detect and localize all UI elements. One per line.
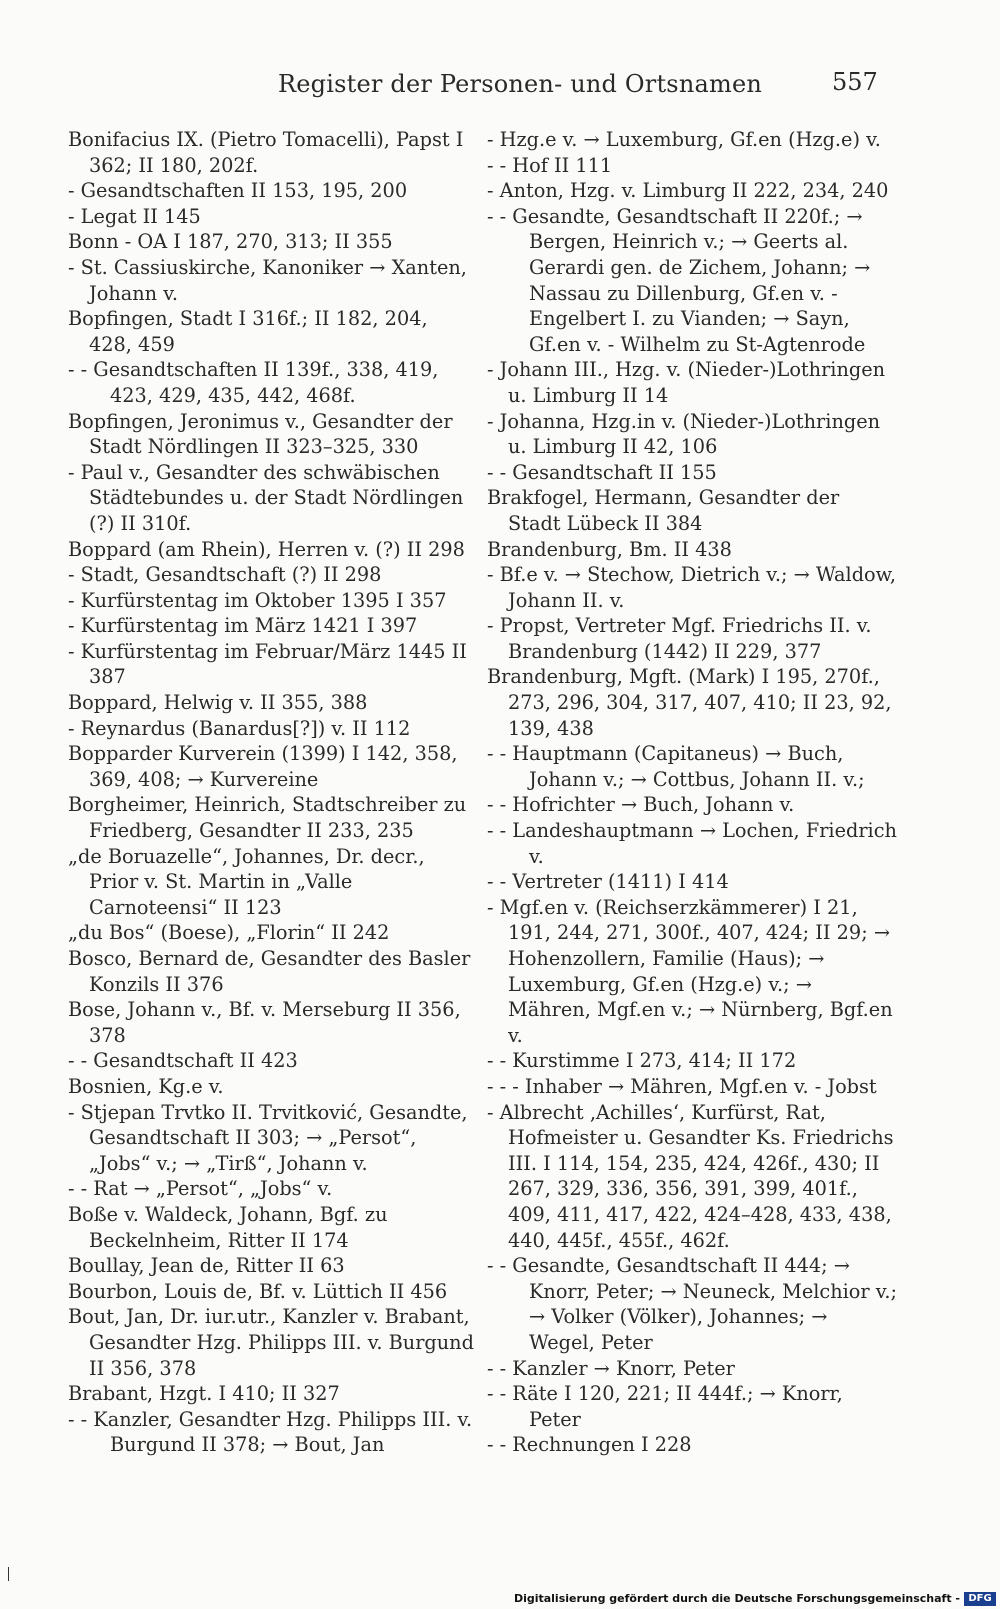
index-entry: Borgheimer, Heinrich, Stadtschreiber zu Friedberg, Gesandter II 233, 235: [68, 793, 473, 843]
index-entry: Bopfingen, Jeronimus v., Gesandter der Stadt Nördlingen II 323–325, 330: [68, 409, 459, 459]
index-subentry: - - Hof II 111: [487, 153, 613, 177]
index-subentry: - - Hauptmann (Capitaneus) → Buch, Johann v.; → Cottbus, Johann II. v.;: [487, 742, 865, 791]
index-column-left: [68, 127, 481, 1458]
index-entry: „du Bos“ (Boese), „Florin“ II 242: [68, 921, 390, 945]
dfg-logo: DFG: [964, 1592, 996, 1606]
index-entry: Bonifacius IX. (Pietro Tomacelli), Papst I 362; II 180, 202f.: [68, 128, 470, 177]
index-entry: Bopfingen, Stadt I 316f.; II 182, 204, 428, 459: [68, 307, 434, 356]
index-entry: Bout, Jan, Dr. iur.utr., Kanzler v. Brabant, Gesandter Hzg. Philipps III. v. Burgund II 356, 378: [68, 1305, 481, 1380]
index-subentry: - - Gesandtschaft II 423: [68, 1049, 298, 1073]
running-title: Register der Personen- und Ortsnamen: [278, 70, 763, 98]
funding-note: Digitalisierung gefördert durch die Deutsche Forschungsgemeinschaft -: [513, 1592, 960, 1605]
index-subentry: - - Gesandte, Gesandtschaft II 444; → Knorr, Peter; → Neuneck, Melchior v.; → Volker (Völker), Johannes; → Wegel, Peter: [487, 1254, 904, 1354]
index-entry: Brakfogel, Hermann, Gesandter der Stadt Lübeck II 384: [487, 486, 846, 535]
index-subentry: - Kurfürstentag im Februar/März 1445 II 387: [68, 639, 474, 689]
index-entry: Boullay, Jean de, Ritter II 63: [68, 1254, 345, 1278]
index-subentry: - Bf.e v. → Stechow, Dietrich v.; → Waldow, Johann II. v.: [487, 563, 903, 612]
index-subentry: - - Hofrichter → Buch, Johann v.: [487, 793, 795, 817]
index-subentry: - Stjepan Trvtko II. Trvitković, Gesandte, Gesandtschaft II 303; → „Persot“, „Jobs“ v.; → „Tirß“, Johann v.: [68, 1100, 474, 1175]
index-subentry: - - Gesandte, Gesandtschaft II 220f.; → Bergen, Heinrich v.; → Geerts al. Gerardi gen. de Zichem, Johann; → Nassau zu Dillenburg, Gf.en v. - Engelbert I. zu Vianden; → Sayn, Gf.en v. - Wilhelm zu St-Agtenrode: [487, 204, 877, 356]
index-entry: Bosnien, Kg.e v.: [68, 1074, 224, 1098]
page-number: 557: [832, 68, 878, 96]
index-subentry: - Propst, Vertreter Mgf. Friedrichs II. v. Brandenburg (1442) II 229, 377: [487, 614, 878, 663]
index-subentry: - Reynardus (Banardus[?]) v. II 112: [68, 716, 411, 740]
index-subentry: - Kurfürstentag im März 1421 I 397: [68, 614, 418, 638]
index-subentry: - Gesandtschaften II 153, 195, 200: [68, 179, 408, 203]
index-subentry: - Stadt, Gesandtschaft (?) II 298: [68, 563, 382, 587]
index-entry: Bosco, Bernard de, Gesandter des Basler Konzils II 376: [68, 947, 477, 996]
index-subentry: - - - Inhaber → Mähren, Mgf.en v. - Jobst: [487, 1074, 877, 1098]
index-subentry: - Albrecht ‚Achilles‘, Kurfürst, Rat, Hofmeister u. Gesandter Ks. Friedrichs III. I 114, 154, 235, 424, 426f., 430; II 267, 329, 336, 356, 391, 399, 401f., 409, 411, 417, 422, 424–428, 433, 438, 440, 445f., 455f., 462f.: [487, 1100, 900, 1252]
index-subentry: - - Landeshauptmann → Lochen, Friedrich v.: [487, 819, 904, 868]
index-entry: Boppard, Helwig v. II 355, 388: [68, 691, 368, 715]
index-subentry: - Johanna, Hzg.in v. (Nieder-)Lothringen u. Limburg II 42, 106: [487, 409, 887, 459]
footer: [0, 1585, 1000, 1609]
index-subentry: - Hzg.e v. → Luxemburg, Gf.en (Hzg.e) v.: [487, 128, 881, 151]
index-subentry: - Johann III., Hzg. v. (Nieder-)Lothringen u. Limburg II 14: [487, 358, 892, 407]
index-subentry: - Paul v., Gesandter des schwäbischen Städtebundes u. der Stadt Nördlingen (?) II 310f.: [68, 460, 470, 535]
index-entry: Bopparder Kurverein (1399) I 142, 358, 369, 408; → Kurvereine: [68, 742, 464, 791]
index-entry: Bourbon, Louis de, Bf. v. Lüttich II 456: [68, 1279, 448, 1303]
index-entry: Bose, Johann v., Bf. v. Merseburg II 356, 378: [68, 998, 467, 1047]
index-entry: Brabant, Hzgt. I 410; II 327: [68, 1382, 340, 1406]
index-subentry: - Mgf.en v. (Reichserzkämmerer) I 21, 191, 244, 271, 300f., 407, 424; II 29; → Hohenzollern, Familie (Haus); → Luxemburg, Gf.en (Hzg.e) v.; → Mähren, Mgf.en v.; → Nürnberg, Bgf.en v.: [487, 895, 899, 1047]
index-column-right: [487, 127, 904, 1458]
index-entry: Bonn - OA I 187, 270, 313; II 355: [68, 230, 393, 254]
index-subentry: - St. Cassiuskirche, Kanoniker → Xanten, Johann v.: [68, 255, 474, 305]
index-subentry: - - Kanzler → Knorr, Peter: [487, 1356, 735, 1380]
index-subentry: - - Rechnungen I 228: [487, 1433, 692, 1457]
index-subentry: - - Vertreter (1411) I 414: [487, 870, 729, 894]
index-entry: Boße v. Waldeck, Johann, Bgf. zu Beckelnheim, Ritter II 174: [68, 1202, 394, 1252]
index-subentry: - - Gesandtschaften II 139f., 338, 419, 423, 429, 435, 442, 468f.: [68, 358, 445, 407]
index-entry: „de Boruazelle“, Johannes, Dr. decr., Prior v. St. Martin in „Valle Carnoteensi“ II 123: [68, 844, 431, 919]
index-subentry: - - Kanzler, Gesandter Hzg. Philipps III. v. Burgund II 378; → Bout, Jan: [68, 1407, 479, 1457]
index-subentry: - - Rat → „Persot“, „Jobs“ v.: [68, 1177, 333, 1201]
index-subentry: - Kurfürstentag im Oktober 1395 I 357: [68, 588, 447, 612]
scan-edge-mark: [8, 1567, 9, 1581]
index-entry: Boppard (am Rhein), Herren v. (?) II 298: [68, 537, 465, 561]
index-entry: Brandenburg, Bm. II 438: [487, 537, 732, 561]
index-subentry: - - Räte I 120, 221; II 444f.; → Knorr, Peter: [487, 1382, 849, 1431]
index-subentry: - - Kurstimme I 273, 414; II 172: [487, 1049, 797, 1073]
index-entry: Brandenburg, Mgft. (Mark) I 195, 270f., 273, 296, 304, 317, 407, 410; II 23, 92, 139, 438: [487, 665, 898, 740]
index-subentry: - Anton, Hzg. v. Limburg II 222, 234, 240: [487, 179, 889, 203]
index-subentry: - - Gesandtschaft II 155: [487, 460, 717, 484]
index-subentry: - Legat II 145: [68, 204, 201, 228]
page-header: [0, 64, 1000, 104]
